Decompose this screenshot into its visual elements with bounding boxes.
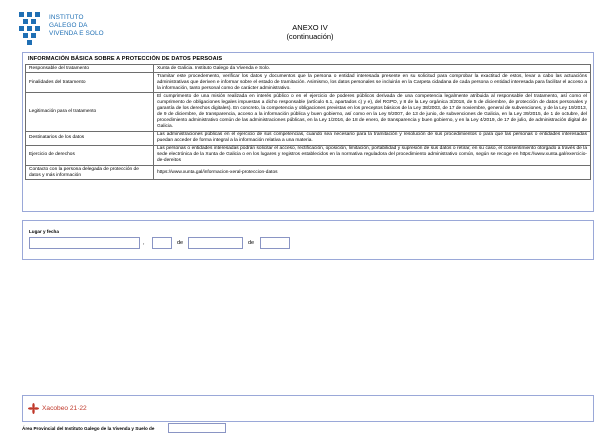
footer-frame xyxy=(22,395,594,422)
table-row xyxy=(26,93,591,131)
row-key: Legitimación para el tratamento xyxy=(26,93,154,131)
data-protection-table xyxy=(25,64,591,180)
row-key: Ejercicio de derechos xyxy=(26,145,154,165)
xacobeo-logo xyxy=(28,403,87,414)
table-row xyxy=(26,145,591,165)
row-value-link[interactable]: https://www.xunta.gal/informacion-xeral-proteccion-datos xyxy=(154,165,591,179)
xacobeo-text: Xacobeo 21·22 xyxy=(42,405,87,412)
igvs-logo xyxy=(16,9,126,51)
logo-line-2: GALEGO DA xyxy=(49,22,88,29)
place-input[interactable] xyxy=(29,237,140,249)
row-value: Tramitar este procedemento, verificar los datos y documentos que la persona o entidad interesada presente en su solicitud para comprobar la exactitud de estos, levar a cabo las actuacións administrativas que deriven e informar sobre el estado de tramitación. Asimismo, los datos personales se incluirán en la Carpeta cidadana de cada persona o entidad interesada para facilitar el acceso a la información, tanto personal como de carácter administrativo. xyxy=(154,73,591,93)
galicia-shield-icon xyxy=(16,9,46,49)
table-row xyxy=(26,65,591,73)
anexo-title: ANEXO IV xyxy=(292,23,328,32)
table-row xyxy=(26,131,591,145)
day-input[interactable] xyxy=(152,237,172,249)
anexo-heading xyxy=(250,23,370,41)
year-input[interactable] xyxy=(260,237,290,249)
de-separator-2: de xyxy=(248,240,255,246)
logo-line-3: VIVENDA E SOLO xyxy=(49,30,104,37)
logo-line-1: INSTITUTO xyxy=(49,14,84,21)
logo-text xyxy=(49,14,129,38)
table-row xyxy=(26,165,591,179)
row-value: Xunta de Galicia. Instituto Galego da Vivenda e Solo. xyxy=(154,65,591,73)
area-provincial-label: Área Provincial del Instituto Galego de la Vivenda y Suelo de xyxy=(22,426,155,431)
row-value: Las personas o entidades interesadas podrán solicitar el acceso, rectificación, oposición, limitación, portabilidad y supresión de sus datos o retirar, en su caso, el consentimiento otorgado a través de la sede electrónica de la Xunta de Galicia o en los lugares y registros establecidos en la normativa reguladora del procedimiento administrativo común, según se recoge en https://www.xunta.gal/exercicio-de-dereitos xyxy=(154,145,591,165)
table-row xyxy=(26,73,591,93)
section-title: INFORMACIÓN BÁSICA SOBRE A PROTECCIÓN DE DATOS PERSOAIS xyxy=(28,56,223,62)
row-key: Contacto con la persona delegada de protección de datos y más información xyxy=(26,165,154,179)
place-date-label: Lugar y fecha xyxy=(29,229,59,234)
row-key: Finalidades del tratamento xyxy=(26,73,154,93)
xacobeo-star-icon xyxy=(28,403,39,414)
row-key: Destinatarios de los datos xyxy=(26,131,154,145)
row-value: El cumprimento de una misión realizada en interés público o en el ejercicio de poderes públicos derivada de una competencia legalmente atribuida al responsable del tratamento, así como el cumprimento de obligaciones legales impuestas a dicho responsable (artículo 6.1, apartados c) y e), del RGPD, y 8 de la Ley orgánica 3/2018, de 5 de diciembre, de protección de datos personales y garantía de los derechos digitales). En concreto, la competencia y obligaciones previstas en los preceptos básicos de la Ley 38/2003, de 17 de noviembre, general de subvenciones, y de la Ley 19/2013, de 9 de diciembre, de transparencia, acceso a la información pública y buen gobierno, así como en la Ley 9/2007, de 13 de junio, de subvenciones de Galicia, en la Ley 39/2015, de 1 de octubre, del procedimiento administrativo común de las administraciones públicas, en la Ley 1/2016, de 18 de enero, de transparencia y buen gobierno, y en la Ley 4/2019, de 17 de julio, de administración digital de Galicia. xyxy=(154,93,591,131)
area-provincial-input[interactable] xyxy=(168,423,226,433)
comma-separator: , xyxy=(143,240,145,246)
row-key: Responsable del tratamento xyxy=(26,65,154,73)
anexo-subtitle: (continuación) xyxy=(286,32,334,41)
month-input[interactable] xyxy=(188,237,243,249)
row-value: Las administraciones públicas en el ejercicio de sus competencias, cuando sea necesario para la tramitación y resolución de sus procedimientos o para que las personas o entidades interesadas puedan acceder de forma integral a la información relativa a una materia. xyxy=(154,131,591,145)
de-separator-1: de xyxy=(177,240,184,246)
